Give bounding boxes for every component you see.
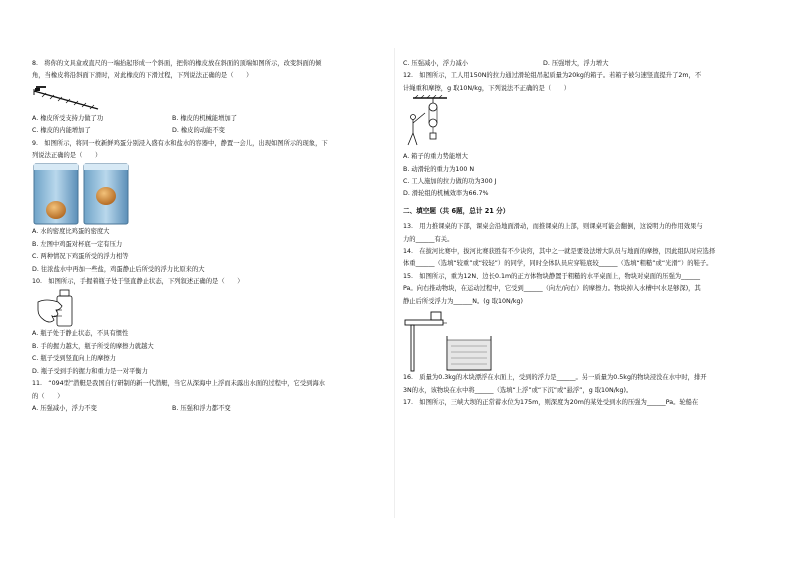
q8-stem-line-2: 角，当橡皮将沿斜面下滑时，对此橡皮的下滑过程，下列说法正确的是（ ）	[32, 72, 253, 80]
q9-stem-line-2: 列说法正确的是（ ）	[32, 152, 102, 160]
q14-line-1: 14. 在拔河比赛中，拔河比赛获胜有不少诀窍，其中之一就是要设法增大队员与地面的摩擦，因此组队时应选择	[403, 248, 716, 256]
q8-option-c[interactable]: C. 橡皮的内能增加了	[32, 127, 91, 135]
q9-stem-line-1: 9. 如图所示，将同一枚新鲜鸡蛋分别浸入盛有水和盐水的容器中，静置一会儿，出现如图所示的现象，下	[32, 139, 328, 147]
q12-option-b[interactable]: B. 动滑轮的重力为100 N	[403, 165, 475, 173]
block-and-tank-figure	[403, 308, 493, 372]
q12-stem-line-2: 计绳重和摩擦，g 取10N/kg，下列说法不正确的是（ ）	[403, 84, 571, 92]
q8-options-row-2	[32, 125, 388, 137]
q10-option-a[interactable]: A. 瓶子处于静止状态，不具有惯性	[32, 330, 129, 338]
q8-options-row-1	[32, 113, 388, 125]
pulley-figure	[403, 95, 453, 151]
q12-stem-line-1: 12. 如图所示，工人用150N的拉力通过滑轮组吊起质量为20kg的箱子。若箱子被匀速竖直提升了2m，不	[403, 72, 702, 80]
q10-stem: 10. 如图所示，手握着瓶子处于竖直静止状态，下列叙述正确的是（ ）	[32, 278, 244, 286]
section-title-fill-in: 二、填空题（共 6题，总计 21 分）	[403, 206, 510, 215]
left-column	[32, 58, 388, 415]
q11-option-d[interactable]: D. 压强增大，浮力增大	[543, 60, 609, 67]
q13-line-2: 力的______有关。	[403, 235, 454, 243]
q8-stem-line-1: 8. 将你的文具盒或直尺的一端抬起形成一个斜面，把你的橡皮放在斜面的顶端如图所示，改变斜面的倾	[32, 60, 322, 67]
right-column	[403, 58, 765, 409]
q9-option-d[interactable]: D. 往浓盐水中再加一些盐，鸡蛋静止后所受的浮力比原来的大	[32, 265, 205, 273]
q14-line-2: 体重______（选填“较重”或“较轻”）的同学，同时全体队员应穿鞋底较______（选填“粗糙”或“光滑”）的鞋子。	[403, 260, 713, 268]
column-divider	[394, 48, 395, 518]
q15-line-1: 15. 如图所示，重为12N、边长0.1m的正方体物块静置于粗糙的水平桌面上，物块对桌面的压强为______	[403, 272, 701, 280]
q9-option-c[interactable]: C. 两种情况下鸡蛋所受的浮力相等	[32, 253, 129, 261]
q11-stem-line-1: 11. “094型”潜艇是我国自行研制的新一代潜艇，当它从深海中上浮而未露出水面的过程中，它受到海水	[32, 380, 326, 388]
q11-stem-line-2: 的（ ）	[32, 392, 64, 400]
q12-option-a[interactable]: A. 箱子的重力势能增大	[403, 153, 468, 161]
q15-line-2: Pa。向右推动物块，在运动过程中，它受到______（向左/向右）的摩擦力。物块掉入水槽中(水足够深)，其	[403, 285, 701, 293]
incline-figure	[32, 83, 102, 113]
q8-option-b[interactable]: B. 橡皮的机械能增加了	[172, 114, 237, 122]
q15-line-3: 静止后所受浮力为______N。(g 取10N/kg)	[403, 297, 523, 305]
q11-option-b[interactable]: B. 压强和浮力都不变	[172, 404, 231, 412]
q8-option-a[interactable]: A. 橡皮所受支持力做了功	[32, 114, 104, 122]
q10-option-c[interactable]: C. 瓶子受到竖直向上的摩擦力	[32, 355, 116, 363]
hand-bottle-figure	[32, 288, 82, 328]
q11-option-a[interactable]: A. 压强减小，浮力不变	[32, 404, 97, 412]
q9-option-a[interactable]: A. 水的密度比鸡蛋的密度大	[32, 228, 110, 236]
q10-option-d[interactable]: D. 瓶子受到手的握力和重力是一对平衡力	[32, 367, 148, 375]
q12-option-d[interactable]: D. 滑轮组的机械效率为66.7%	[403, 190, 489, 198]
q10-option-b[interactable]: B. 手的握力越大，瓶子所受的摩擦力就越大	[32, 342, 154, 350]
q16-line-1: 16. 质量为0.3kg的木块漂浮在水面上，受到的浮力是______。另一质量为0.5kg的物块浸没在水中时，排开	[403, 374, 707, 382]
egg-beakers-figure	[32, 162, 132, 226]
q11-option-c[interactable]: C. 压强减小，浮力减小	[403, 60, 469, 67]
q17-line-1: 17. 如图所示，三峡大坝的正常蓄水位为175m，则深度为20m的某处受到水的压强为______Pa。轮船在	[403, 398, 699, 406]
q11-options-row-1	[32, 403, 388, 415]
q11-options-row-2	[403, 58, 765, 70]
q9-option-b[interactable]: B. 左图中鸡蛋对杯底一定有压力	[32, 240, 123, 248]
q8-option-d[interactable]: D. 橡皮的动能不变	[172, 127, 225, 135]
q12-option-c[interactable]: C. 工人施加的拉力做的功为300 J	[403, 178, 497, 186]
q16-line-2: 3N的水，该物块在水中将______（选填“上浮”或“下沉”或“悬浮”，g 取10N/kg)。	[403, 386, 633, 394]
q13-line-1: 13. 用力推课桌的下部，课桌会沿地面滑动，而推课桌的上部，则课桌可能会翻倒，这说明力的作用效果与	[403, 223, 703, 231]
